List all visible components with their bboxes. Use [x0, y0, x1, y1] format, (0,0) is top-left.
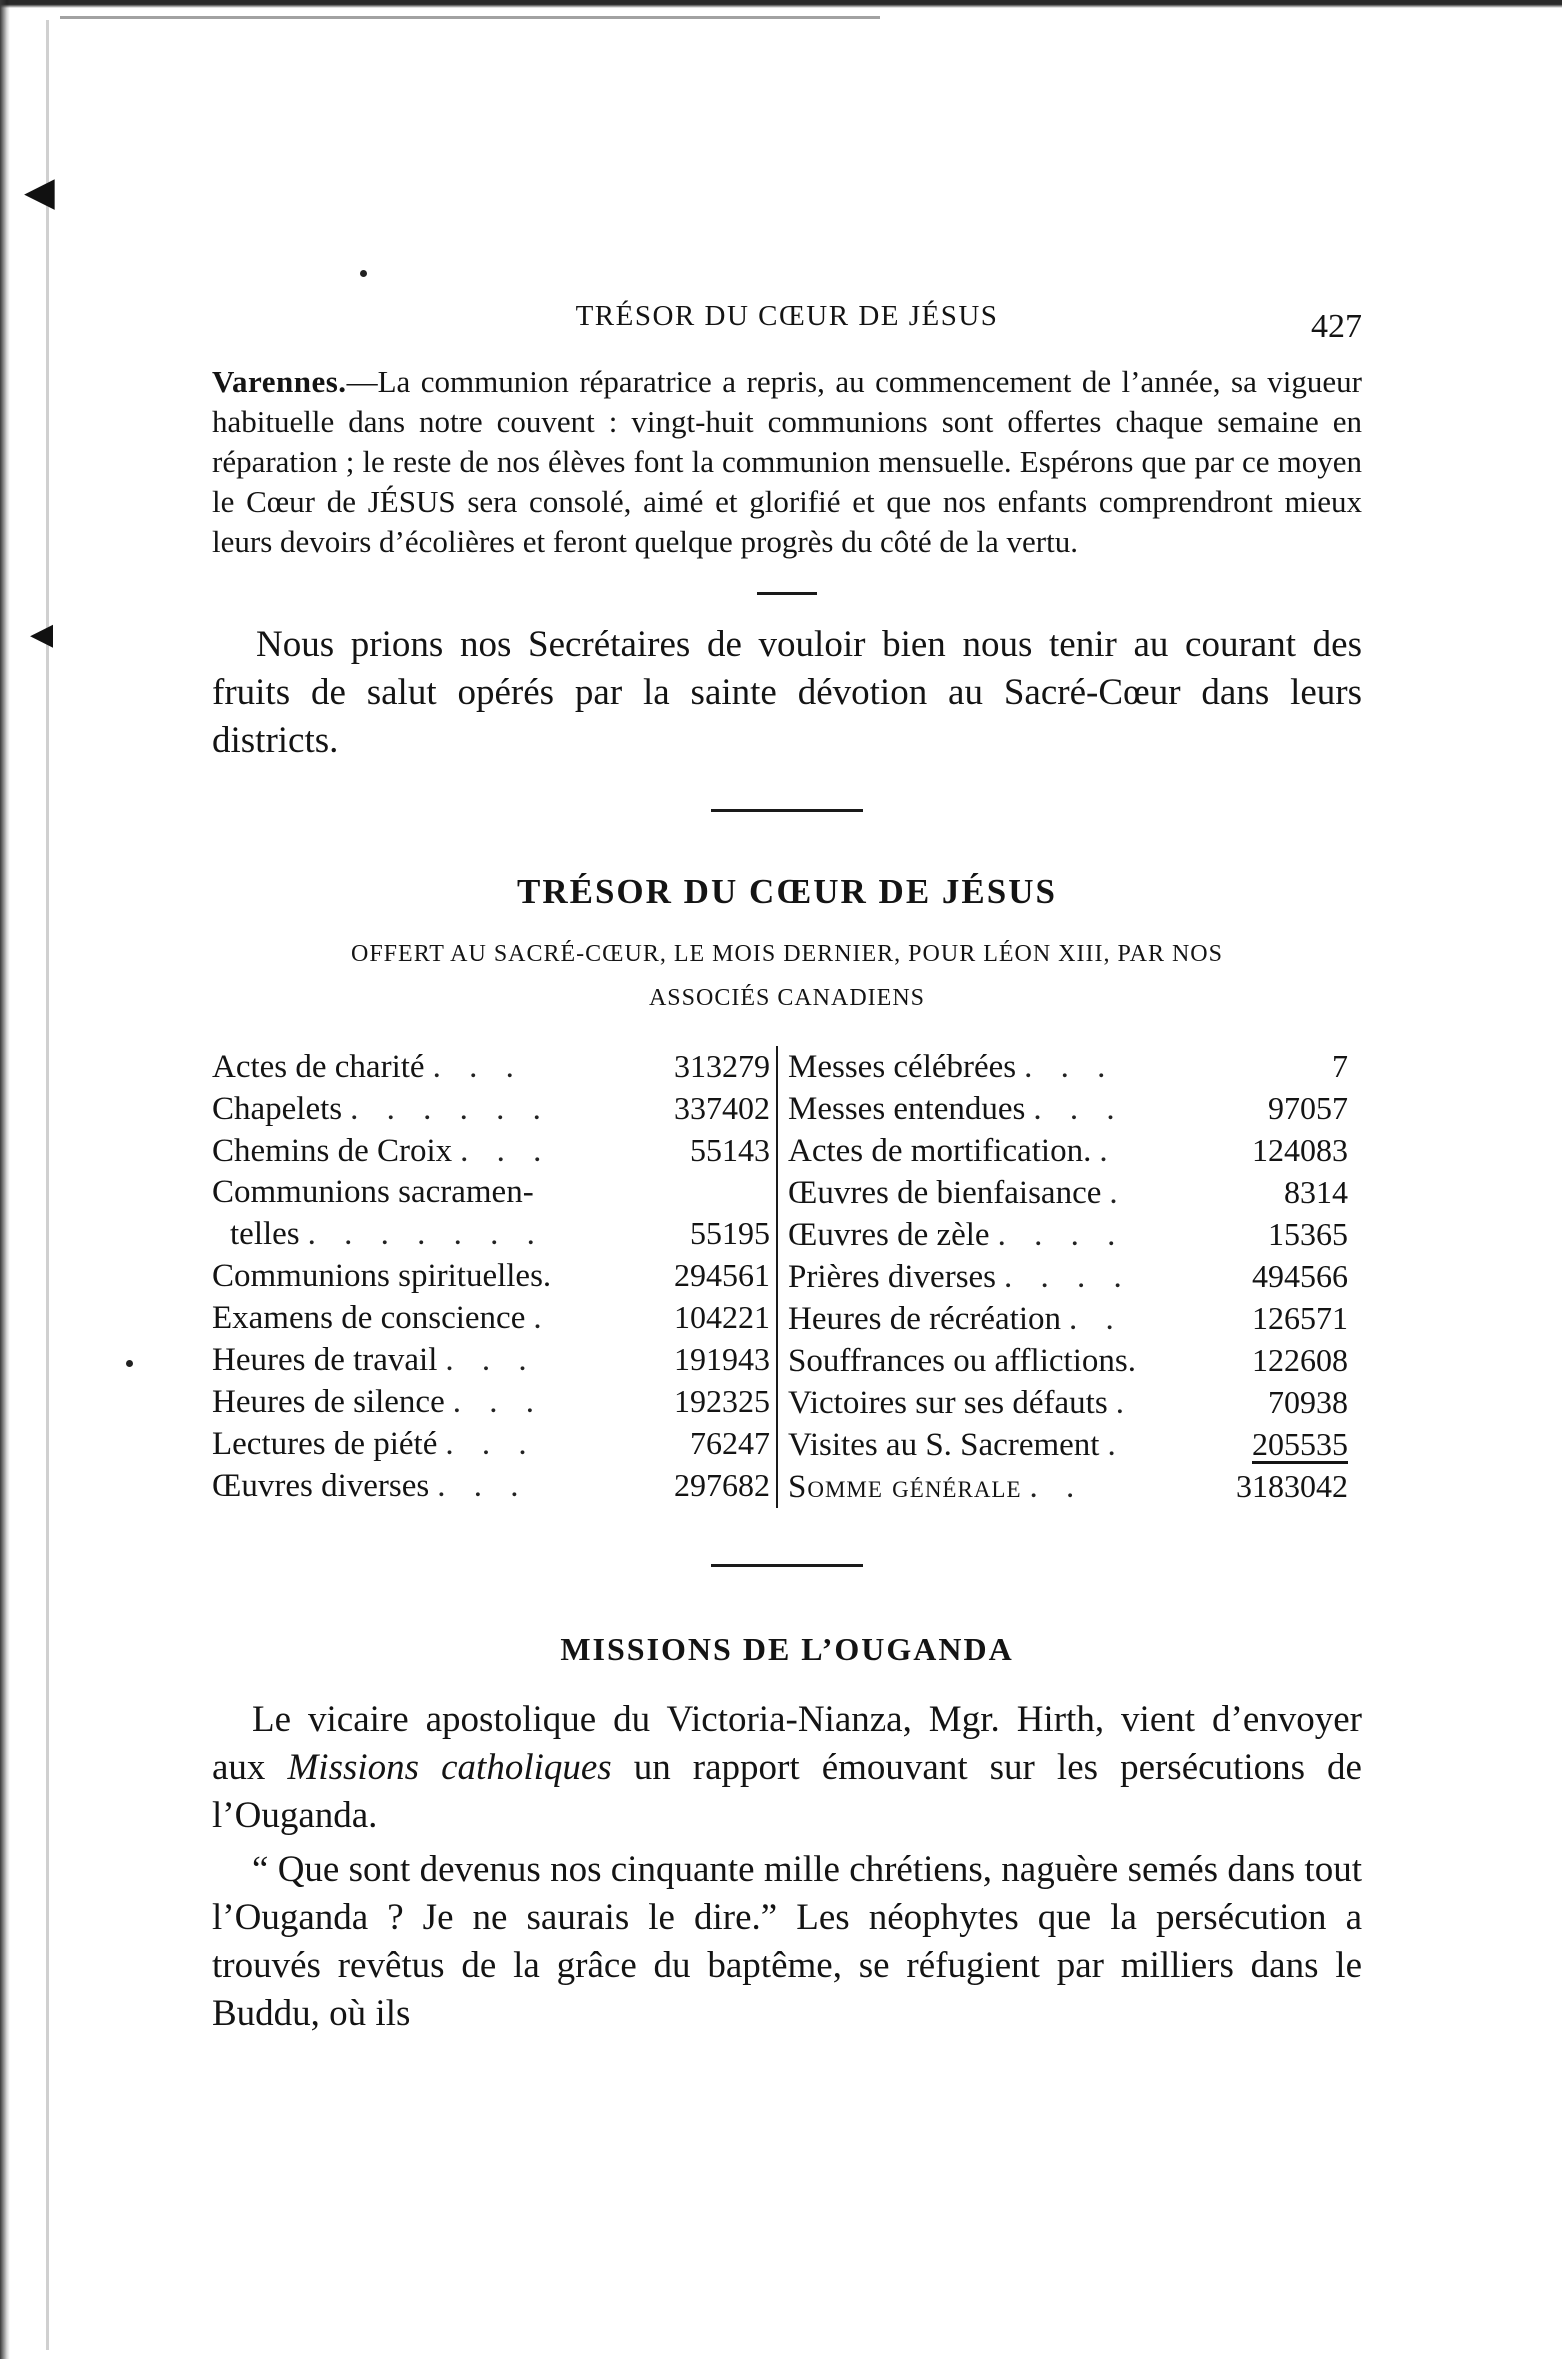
tally-dots: . [533, 1300, 552, 1336]
margin-tick-mark: ◀ [30, 618, 54, 651]
tally-row [212, 1381, 770, 1423]
tally-dots: . . . [460, 1133, 552, 1169]
tally-dots: . . [1029, 1469, 1085, 1505]
tally-value: 8314 [1284, 1174, 1348, 1210]
tally-row [788, 1424, 1348, 1466]
tresor-tally-table [212, 1046, 1362, 1508]
tally-label: Œuvres de bienfaisance [788, 1175, 1102, 1211]
tally-label: Examens de conscience [212, 1300, 526, 1336]
missions-paragraph-1 [212, 1696, 1362, 1840]
ink-dot [126, 1360, 133, 1367]
tally-total-value: 3183042 [1236, 1468, 1348, 1504]
tally-value: 122608 [1252, 1342, 1348, 1378]
tally-value: 70938 [1268, 1384, 1348, 1420]
tally-label: Messes entendues [788, 1091, 1026, 1127]
tally-label: Chemins de Croix [212, 1133, 453, 1169]
tally-dots: . [1107, 1427, 1126, 1463]
tally-label: Communions sacramen- [212, 1174, 534, 1210]
tally-dots: . . . [432, 1049, 524, 1085]
tally-column-right [778, 1046, 1348, 1508]
appeal-paragraph: Nous prions nos Secrétaires de vouloir bien nous tenir au courant des fruits de salut opérés par la sainte dévotion au Sacré-Cœur dans leurs districts. [212, 624, 1362, 761]
tally-row [212, 1339, 770, 1381]
varennes-lead: Varennes. [212, 364, 347, 399]
tally-row [788, 1130, 1348, 1172]
tally-label: Communions spirituelles. [212, 1258, 552, 1294]
tally-row [212, 1213, 770, 1255]
tally-dots: . [1109, 1175, 1128, 1211]
missions-paragraph-2: “ Que sont devenus nos cinquante mille chrétiens, naguère semés dans tout l’Ouganda ? Je ne saurais le dire.” Les néophytes que la persécution a trouvés revêtus de la grâce du baptême, se réfugient par milliers dans le Buddu, où ils [212, 1849, 1362, 2034]
tally-label: Visites au S. Sacrement [788, 1427, 1100, 1463]
tally-row [212, 1046, 770, 1088]
tally-row [788, 1214, 1348, 1256]
tally-label: Heures de récréation [788, 1301, 1062, 1337]
tresor-subheading-line1: OFFERT AU SACRÉ-CŒUR, LE MOIS DERNIER, POUR LÉON XIII, PAR NOS [351, 941, 1223, 967]
tally-label: Actes de mortification. [788, 1133, 1092, 1169]
tally-value: 191943 [674, 1341, 770, 1377]
page-number: 427 [1311, 308, 1362, 345]
missions-italic-title: Missions catholiques [287, 1747, 612, 1788]
tally-dots: . [1099, 1133, 1118, 1169]
tally-row [212, 1465, 770, 1507]
tally-value: 494566 [1252, 1258, 1348, 1294]
tally-row [212, 1172, 770, 1213]
tally-label: Victoires sur ses défauts [788, 1385, 1108, 1421]
tally-dots: . . . [445, 1426, 537, 1462]
section-rule [757, 592, 817, 595]
tally-value: 15365 [1268, 1216, 1348, 1252]
running-title: TRÉSOR DU CŒUR DE JÉSUS [575, 300, 999, 332]
tally-dots: . . . . . . [350, 1091, 551, 1127]
tally-value: 126571 [1252, 1300, 1348, 1336]
tally-row [788, 1088, 1348, 1130]
section-rule [711, 809, 863, 812]
tally-column-left [212, 1046, 778, 1508]
tally-row [212, 1297, 770, 1339]
tally-row [788, 1256, 1348, 1298]
tresor-heading: TRÉSOR DU CŒUR DE JÉSUS [517, 872, 1057, 911]
section-rule [711, 1564, 863, 1567]
tally-label: Prières diverses [788, 1259, 997, 1295]
tally-row [788, 1046, 1348, 1088]
tally-label: Actes de charité [212, 1049, 425, 1085]
tally-value: 97057 [1268, 1090, 1348, 1126]
tally-value: 337402 [674, 1090, 770, 1126]
tally-row [212, 1088, 770, 1130]
tally-dots: . . . . [1004, 1259, 1132, 1295]
margin-arrow-mark: ◀ [24, 169, 55, 214]
tally-dots: . . . [1033, 1091, 1125, 1127]
tally-total-label: Somme générale [788, 1469, 1022, 1505]
tally-total-row [788, 1466, 1348, 1508]
tally-row [212, 1255, 770, 1297]
tally-value: 55143 [690, 1132, 770, 1168]
tally-label: Chapelets [212, 1091, 343, 1127]
tally-value: 55195 [690, 1215, 770, 1251]
tally-row [788, 1172, 1348, 1214]
tally-label: Œuvres de zèle [788, 1217, 990, 1253]
missions-heading: MISSIONS DE L’OUGANDA [560, 1631, 1014, 1667]
tally-dots: . . . . . . . [307, 1216, 545, 1252]
tally-dots: . . [1069, 1301, 1124, 1337]
tally-row [788, 1340, 1348, 1382]
tally-label: telles [230, 1216, 300, 1252]
scan-left-line [46, 20, 49, 2350]
tally-value: 294561 [674, 1257, 770, 1293]
tally-value: 124083 [1252, 1132, 1348, 1168]
scan-left-edge [0, 0, 10, 2359]
book-page [212, 290, 1362, 2038]
tally-value: 297682 [674, 1467, 770, 1503]
missions-text: un rapport émouvant sur les persécutions de l’Ouganda. [212, 1747, 1362, 1836]
tally-dots: . . . [452, 1384, 544, 1420]
tally-value: 104221 [674, 1299, 770, 1335]
tally-row [212, 1423, 770, 1465]
tally-row [788, 1298, 1348, 1340]
varennes-paragraph [212, 362, 1362, 562]
tally-dots: . [1115, 1385, 1134, 1421]
tally-value: 192325 [674, 1383, 770, 1419]
scan-top-edge [0, 0, 1562, 8]
running-head [212, 290, 1362, 350]
missions-text: Le vicaire apostolique du Victoria-Nianza, Mgr. Hirth, vient d’envoyer aux [212, 1699, 1362, 1788]
tally-value: 76247 [690, 1425, 770, 1461]
tally-row [212, 1130, 770, 1172]
tally-dots: . . . . [997, 1217, 1126, 1253]
tally-label: Souffrances ou afflictions. [788, 1343, 1136, 1379]
tally-label: Œuvres diverses [212, 1468, 430, 1504]
tally-dots: . . . [1024, 1049, 1116, 1085]
tally-value: 7 [1332, 1048, 1348, 1084]
tally-label: Heures de travail [212, 1342, 438, 1378]
tally-label: Lectures de piété [212, 1426, 438, 1462]
tally-dots: . . . [437, 1468, 529, 1504]
tresor-subheading-line2: ASSOCIÉS CANADIENS [648, 985, 926, 1011]
tally-row [788, 1382, 1348, 1424]
scan-top-line [60, 16, 880, 19]
tally-value: 205535 [1252, 1426, 1348, 1462]
tally-label: Heures de silence [212, 1384, 445, 1420]
tally-value: 313279 [674, 1048, 770, 1084]
tally-label: Messes célébrées [788, 1049, 1017, 1085]
varennes-text: —La communion réparatrice a repris, au commencement de l’année, sa vigueur habituelle dans notre couvent : vingt-huit communions sont offertes chaque semaine en réparation ; le reste de nos élèves font la communion mensuelle. Espérons que par ce moyen le Cœur de JÉSUS sera consolé, aimé et glorifié et que nos enfants comprendront mieux leurs devoirs d’écolières et feront quelque progrès du côté de la vertu. [212, 364, 1362, 559]
tally-dots: . . . [445, 1342, 537, 1378]
ink-dot [360, 270, 367, 277]
